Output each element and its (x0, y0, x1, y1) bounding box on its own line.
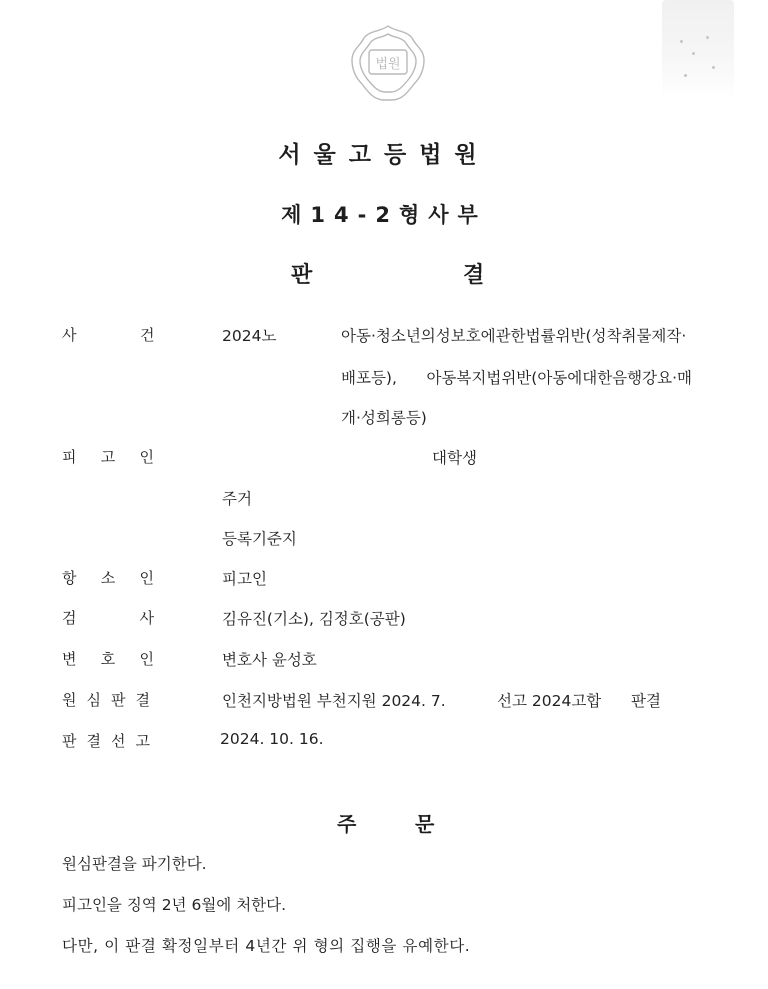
case-name-line: 배포등), 아동복지법위반(아동에대한음행강요·매 (341, 369, 692, 387)
label-char: 인 (139, 448, 154, 466)
label-char: 사 (62, 326, 77, 344)
order-title-char: 문 (415, 812, 435, 836)
case-name-line: 개·성희롱등) (341, 409, 427, 427)
redaction-mark (662, 0, 734, 98)
counsel-value: 변호사 윤성호 (222, 651, 317, 669)
order-title-char: 주 (337, 812, 357, 836)
court-name: 서울고등법원 (278, 142, 490, 168)
registration-label: 등록기준지 (222, 530, 297, 548)
document-type (0, 258, 768, 288)
label-char: 인 (139, 569, 154, 587)
original-judgment-court: 인천지방법원 부천지원 2024. 7. (222, 692, 446, 710)
label-char: 변 (62, 650, 77, 668)
label-char: 건 (140, 326, 155, 344)
document-type-char: 판 (291, 263, 313, 288)
decision-date-label: 판결선고 (62, 732, 160, 750)
defendant-occupation: 대학생 (432, 449, 477, 467)
label-char: 항 (62, 569, 77, 587)
document-type-char: 결 (463, 263, 485, 288)
division-name: 제14-2형사부 (281, 203, 487, 227)
label-char: 인 (139, 650, 154, 668)
case-number: 2024노 (222, 327, 277, 345)
prosecutor-label (62, 607, 154, 628)
residence-label: 주거 (222, 490, 252, 508)
label-char: 사 (139, 609, 154, 627)
label-char: 소 (100, 569, 116, 587)
order-line: 피고인을 징역 2년 6월에 처한다. (62, 896, 287, 914)
order-line: 다만, 이 판결 확정일부터 4년간 위 형의 집행을 유예한다. (62, 937, 471, 955)
label-char: 호 (100, 650, 116, 668)
original-judgment-suffix: 판결 (631, 692, 661, 710)
label-char: 검 (62, 609, 77, 627)
original-judgment-case: 선고 2024고합 (497, 692, 602, 710)
appellant-value: 피고인 (222, 570, 267, 588)
counsel-label (62, 648, 154, 669)
decision-date: 2024. 10. 16. (220, 730, 324, 748)
appellant-label (62, 567, 154, 588)
label-char: 피 (62, 448, 77, 466)
defendant-label (62, 446, 154, 467)
case-name-line: 아동·청소년의성보호에관한법률위반(성착취물제작· (341, 327, 687, 345)
order-line: 원심판결을 파기한다. (62, 855, 207, 873)
prosecutor-value: 김유진(기소), 김정호(공판) (222, 610, 406, 628)
svg-text:법원: 법원 (375, 57, 401, 72)
court-seal-icon (346, 22, 430, 106)
original-judgment-label: 원심판결 (62, 691, 160, 709)
label-char: 고 (100, 448, 116, 466)
case-label (62, 324, 155, 345)
